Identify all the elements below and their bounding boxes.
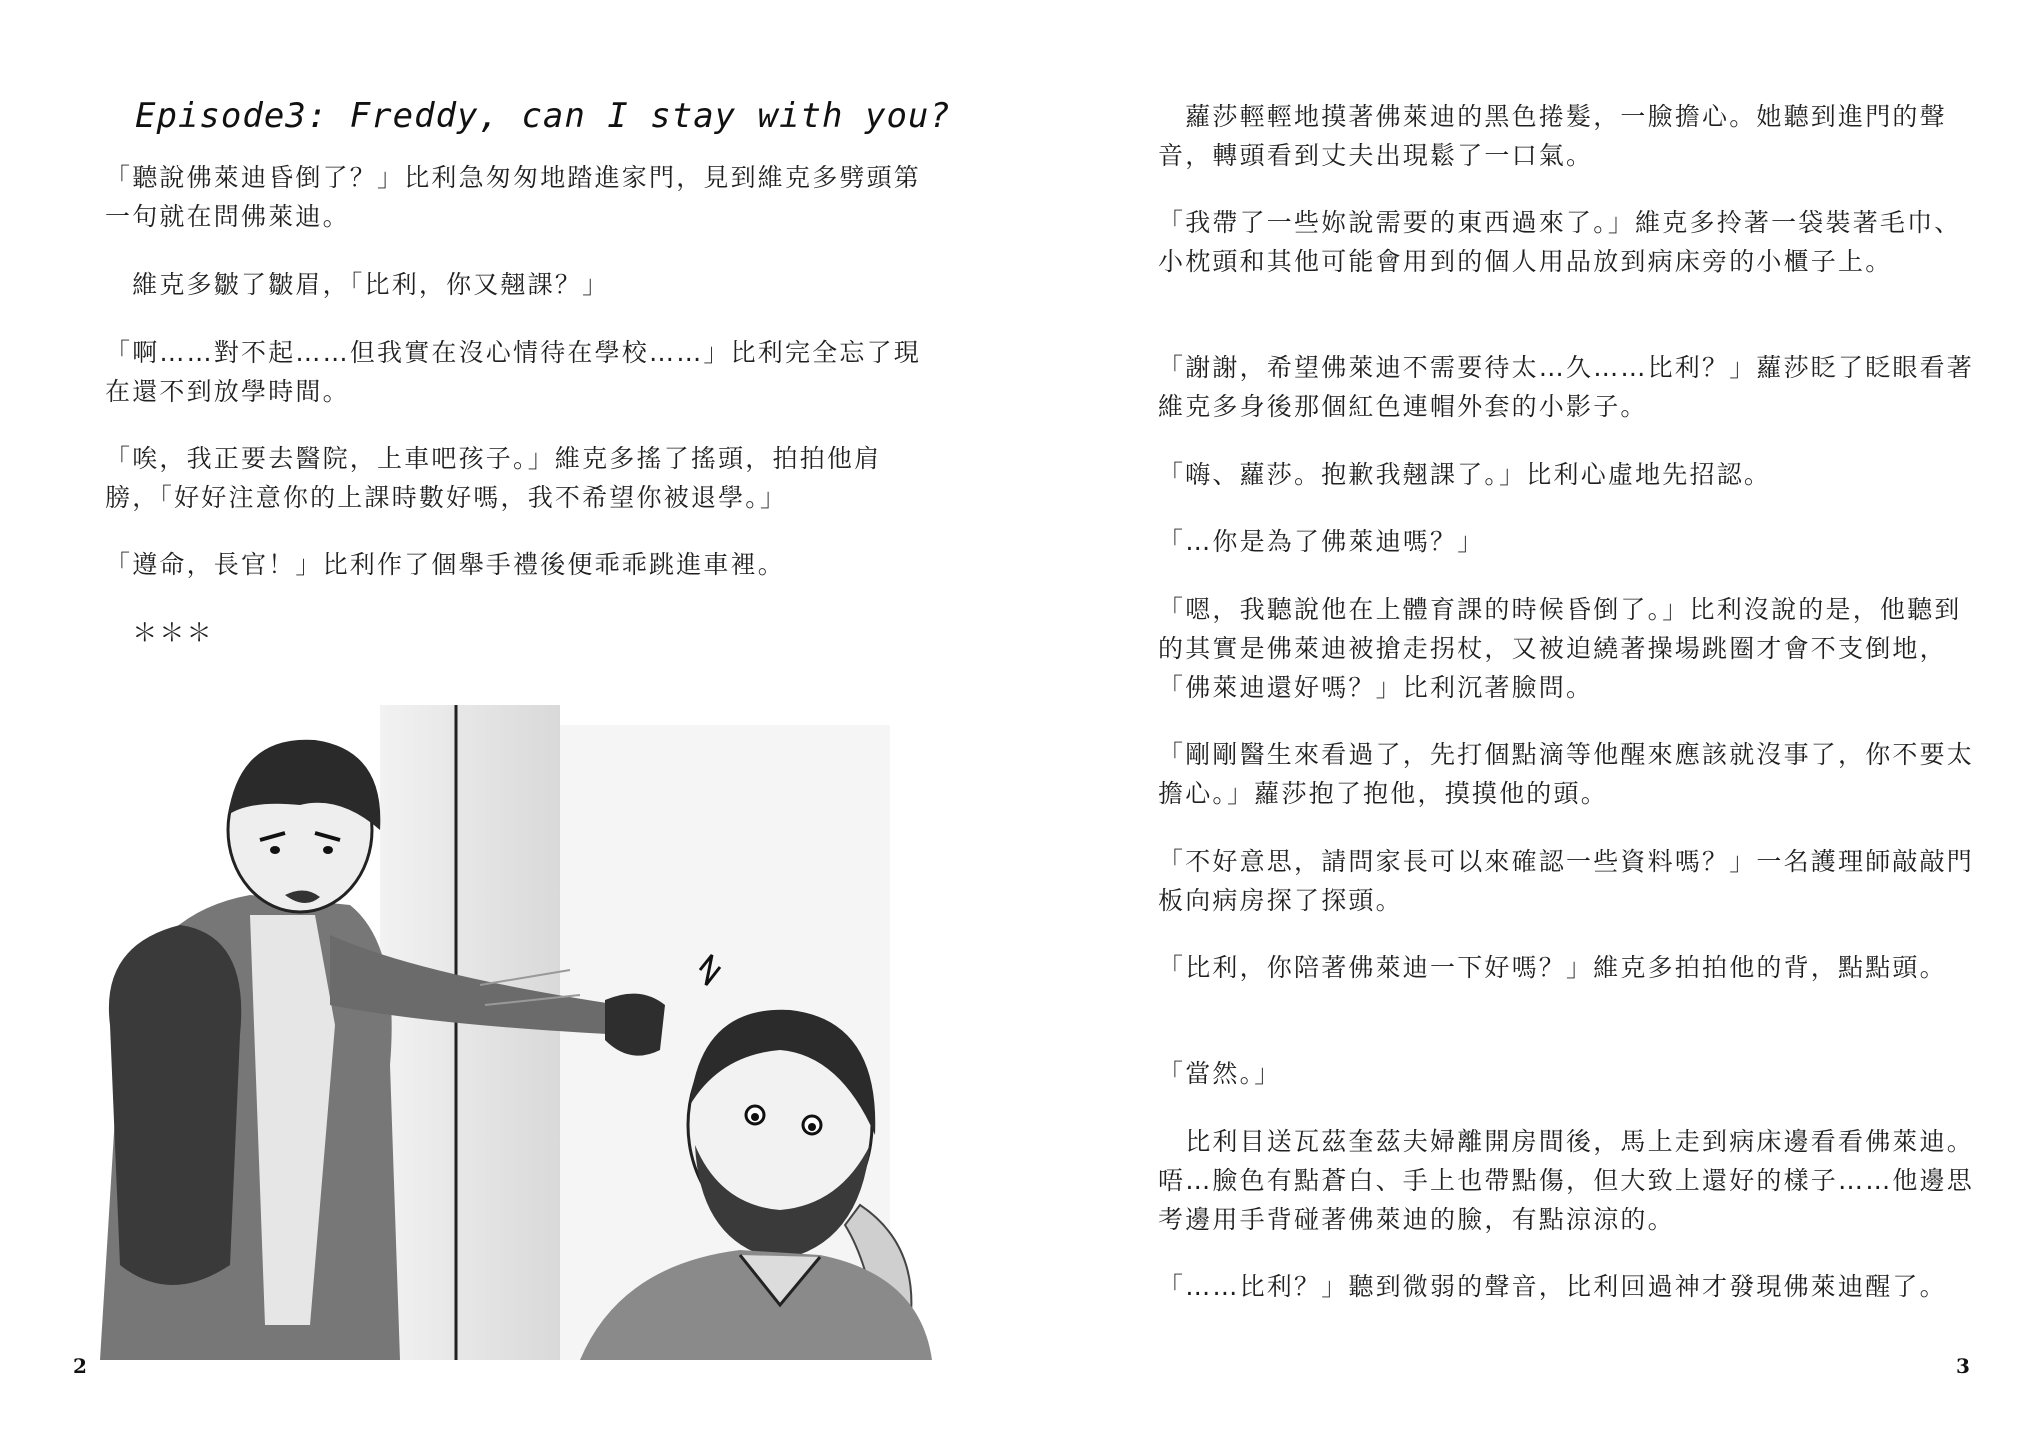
paragraph: 「比利，你陪著佛萊迪一下好嗎？」維克多拍拍他的背，點點頭。 (1158, 953, 1947, 982)
paragraph: 蘿莎輕輕地摸著佛萊迪的黑色捲髮，一臉擔心。她聽到進門的聲音，轉頭看到丈夫出現鬆了一口氣。 (1158, 102, 1947, 170)
paragraph: 「唉，我正要去醫院，上車吧孩子。」維克多搖了搖頭，拍拍他肩膀，「好好注意你的上課時數好嗎，我不希望你被退學。」 (105, 444, 882, 512)
paragraph: 「啊……對不起……但我實在沒心情待在學校……」比利完全忘了現在還不到放學時間。 (105, 338, 922, 406)
paragraph: 「剛剛醫生來看過了，先打個點滴等他醒來應該就沒事了，你不要太擔心。」蘿莎抱了抱他，摸摸他的頭。 (1158, 740, 1975, 808)
paragraph: 「聽說佛萊迪昏倒了？」比利急匆匆地踏進家門，見到維克多劈頭第一句就在問佛萊迪。 (105, 163, 922, 231)
paragraph: 「謝謝，希望佛萊迪不需要待太…久……比利？」蘿莎眨了眨眼看著維克多身後那個紅色連帽外套的小影子。 (1158, 353, 1975, 421)
episode-title: Episode3: Freddy, can I stay with you? (135, 96, 951, 136)
scene-break: ＊＊＊ (105, 618, 214, 647)
page-number: 3 (1956, 1354, 1970, 1378)
page-number: 2 (73, 1354, 87, 1378)
paragraph: 「我帶了一些妳說需要的東西過來了。」維克多拎著一袋裝著毛巾、小枕頭和其他可能會用到的個人用品放到病床旁的小櫃子上。 (1158, 208, 1962, 276)
manga-illustration (100, 705, 932, 1360)
paragraph: 「不好意思，請問家長可以來確認一些資料嗎？」一名護理師敲敲門板向病房探了探頭。 (1158, 847, 1975, 915)
paragraph: 維克多皺了皺眉，「比利，你又翹課？」 (105, 270, 610, 299)
paragraph: 「嗯，我聽說他在上體育課的時候昏倒了。」比利沒說的是，他聽到的其實是佛萊迪被搶走拐杖，又被迫繞著操場跳圈才會不支倒地，「佛萊迪還好嗎？」比利沉著臉問。 (1158, 595, 1962, 702)
paragraph: 比利目送瓦茲奎茲夫婦離開房間後，馬上走到病床邊看看佛萊迪。唔…臉色有點蒼白、手上也帶點傷，但大致上還好的樣子……他邊思考邊用手背碰著佛萊迪的臉，有點涼涼的。 (1158, 1127, 1975, 1234)
paragraph: 「……比利？」聽到微弱的聲音，比利回過神才發現佛萊迪醒了。 (1158, 1272, 1947, 1301)
illustration-drawing (100, 705, 932, 1360)
right-page (1021, 0, 2042, 1448)
paragraph: 「遵命，長官！」比利作了個舉手禮後便乖乖跳進車裡。 (105, 550, 786, 579)
paragraph: 「…你是為了佛萊迪嗎？」 (1158, 527, 1485, 556)
paragraph: 「當然。」 (1158, 1059, 1282, 1088)
paragraph: 「嗨、蘿莎。抱歉我翹課了。」比利心虛地先招認。 (1158, 460, 1772, 489)
